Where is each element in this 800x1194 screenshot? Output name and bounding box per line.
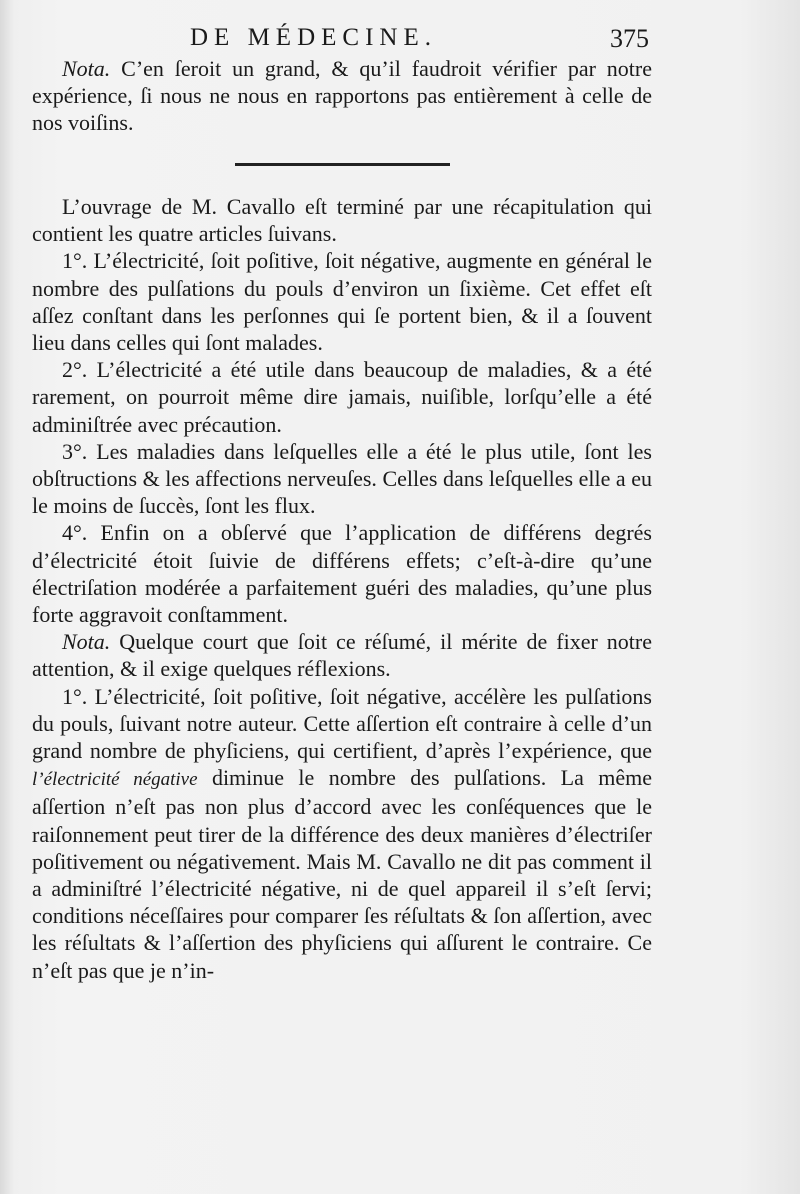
page-number: 375 — [610, 24, 649, 53]
nota-label: Nota. — [62, 56, 111, 81]
opening-note-block — [32, 55, 652, 137]
opening-note-text: C’en ſeroit un grand, & qu’il faudroit vérifier par notre expérience, ſi nous ne nous en rapportons pas entièrement à celle de nos voiſins. — [32, 56, 652, 136]
section-divider — [235, 163, 450, 166]
article-3-paragraph: 3°. Les maladies dans leſquelles elle a été le plus utile, ſont les obſtructions & les affections nerveuſes. Celles dans leſquelles elle a eu le moins de ſuccès, ſont les flux. — [32, 438, 652, 519]
article-4-paragraph: 4°. Enfin on a obſervé que l’application de différens degrés d’électricité étoit ſuivie de différens effets; c’eſt-à-dire qu’une électriſation modérée a parfaitement guéri des maladies, qu’une plus forte aggravoit conſtamment. — [32, 520, 652, 628]
second-note-text: Quelque court que ſoit ce réſumé, il mérite de fixer notre attention, & il exige quelques réflexions. — [32, 629, 652, 682]
article-1-paragraph: 1°. L’électricité, ſoit poſitive, ſoit négative, augmente en général le nombre des pulſations du pouls d’environ un ſixième. Cet effet eſt aſſez conſtant dans les perſonnes qui ſe portent bien, & il a ſouvent lieu dans celles qui ſont malades. — [32, 248, 652, 356]
second-note-paragraph — [32, 628, 652, 682]
nota-label: Nota. — [62, 629, 111, 655]
main-text-block — [32, 193, 652, 984]
reflection-emphasis: l’électricité négative — [32, 769, 198, 791]
reflection-text-end: diminue le nombre des pulſations. La même aſſertion n’eſt pas non plus d’accord avec les conſéquences que le raiſonnement peut tirer de la différence des deux manières d’électriſer poſitivement ou négativement. Mais M. Cavallo ne dit pas comment il a adminiſtré l’électricité négative, ni de quel appareil il s’eſt ſervi; conditions néceſſaires pour comparer ſes réſultats & ſon aſſertion, avec les réſultats & l’aſſertion des phyſiciens qui aſſurent le contraire. Ce n’eſt pas que je n’in- — [32, 765, 652, 983]
reflection-text-start: 1°. L’électricité, ſoit poſitive, ſoit négative, accélère les pulſations du pouls, ſuivant notre auteur. Cette aſſertion eſt contraire à celle d’un grand nombre de phyſiciens, qui certifient, d’après l’expérience, que — [32, 683, 652, 764]
article-2-paragraph: 2°. L’électricité a été utile dans beaucoup de maladies, & a été rarement, on pourroit même dire jamais, nuiſible, lorſqu’elle a été adminiſtrée avec précaution. — [32, 357, 652, 437]
running-title: DE MÉDECINE. — [190, 24, 437, 51]
intro-paragraph: L’ouvrage de M. Cavallo eſt terminé par une récapitulation qui contient les quatre articles ſuivans. — [32, 194, 652, 247]
opening-note-paragraph — [32, 55, 652, 137]
reflection-paragraph — [32, 683, 652, 984]
